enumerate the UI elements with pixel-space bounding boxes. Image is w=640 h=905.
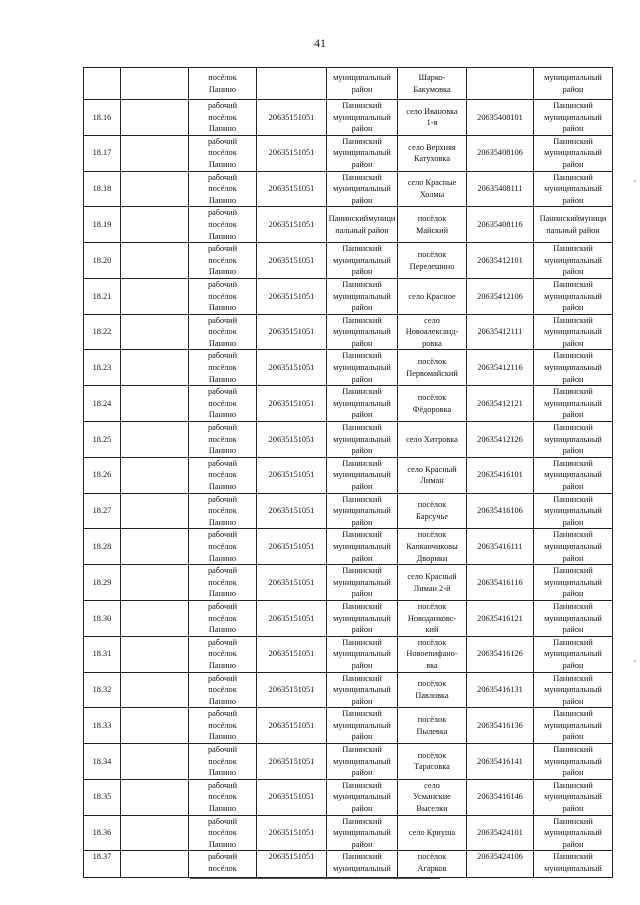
table-row xyxy=(84,135,613,171)
settlement-cell: рабочий посёлок Панино xyxy=(189,278,257,314)
table-row xyxy=(84,350,613,386)
owner-cell: Панинский муниципальный район xyxy=(534,565,613,601)
blank-cell xyxy=(121,350,189,386)
district-cell: Панинский муниципальный район xyxy=(327,386,398,422)
owner-cell: Панинский муниципальный район xyxy=(534,744,613,780)
settlement-cell: рабочий посёлок Панино xyxy=(189,171,257,207)
locality-cell: посёлок Первомайский xyxy=(398,350,467,386)
locality-cell: посёлок Новоепифано- вка xyxy=(398,636,467,672)
settlement-cell: рабочий посёлок Панино xyxy=(189,600,257,636)
owner-cell: Панинский муниципальный район xyxy=(534,314,613,350)
settlement-cell: рабочий посёлок Панино xyxy=(189,386,257,422)
locality-cell: село Новоалександ- ровка xyxy=(398,314,467,350)
table-body xyxy=(84,68,613,878)
settlement-cell: рабочий посёлок Панино xyxy=(189,565,257,601)
table-row xyxy=(84,779,613,815)
locality-code-cell: 20635416101 xyxy=(467,457,534,493)
owner-cell: Панинский муниципальный район xyxy=(534,815,613,851)
district-cell: Панинский муниципальный район xyxy=(327,135,398,171)
locality-cell: село Усманские Выселки xyxy=(398,779,467,815)
district-cell: Панинский муниципальный район xyxy=(327,493,398,529)
scan-speck xyxy=(634,180,636,182)
row-number-cell: 18.22 xyxy=(84,314,121,350)
table-row xyxy=(84,708,613,744)
blank-cell xyxy=(121,386,189,422)
blank-cell xyxy=(121,100,189,136)
settlement-code-cell: 20635151051 xyxy=(257,278,327,314)
owner-cell: Панинскиймуници пальный район xyxy=(534,207,613,243)
owner-cell: Панинский муниципальный район xyxy=(534,243,613,279)
settlement-cell: посёлок Панино xyxy=(189,68,257,100)
district-cell: муниципальный район xyxy=(327,68,398,100)
settlement-cell: рабочий посёлок Панино xyxy=(189,457,257,493)
settlement-code-cell: 20635151051 xyxy=(257,600,327,636)
locality-code-cell: 20635424101 xyxy=(467,815,534,851)
table-row xyxy=(84,457,613,493)
table-row xyxy=(84,672,613,708)
settlement-code-cell: 20635151051 xyxy=(257,207,327,243)
table-row xyxy=(84,314,613,350)
row-number-cell: 18.25 xyxy=(84,422,121,458)
settlement-code-cell: 20635151051 xyxy=(257,672,327,708)
blank-cell xyxy=(121,529,189,565)
settlement-cell: рабочий посёлок Панино xyxy=(189,815,257,851)
district-cell: Панинский муниципальный район xyxy=(327,672,398,708)
page-number: 41 xyxy=(314,36,326,50)
district-cell: Панинский муниципальный район xyxy=(327,422,398,458)
row-number-cell: 18.17 xyxy=(84,135,121,171)
locality-code-cell: 20635416131 xyxy=(467,672,534,708)
locality-code-cell: 20635408106 xyxy=(467,135,534,171)
owner-cell: Панинский муниципальный район xyxy=(534,708,613,744)
settlement-cell: рабочий посёлок Панино xyxy=(189,636,257,672)
settlement-code-cell: 20635151051 xyxy=(257,851,327,878)
footer-rule xyxy=(190,878,440,879)
locality-code-cell: 20635408116 xyxy=(467,207,534,243)
row-number-cell: 18.16 xyxy=(84,100,121,136)
locality-code-cell: 20635412121 xyxy=(467,386,534,422)
locality-cell: село Красные Холмы xyxy=(398,171,467,207)
owner-cell: Панинский муниципальный район xyxy=(534,600,613,636)
locality-cell: посёлок Капканчиковы Дворики xyxy=(398,529,467,565)
settlement-cell: рабочий посёлок Панино xyxy=(189,779,257,815)
settlement-cell: рабочий посёлок Панино xyxy=(189,422,257,458)
blank-cell xyxy=(121,243,189,279)
settlement-cell: рабочий посёлок Панино xyxy=(189,314,257,350)
settlement-code-cell: 20635151051 xyxy=(257,314,327,350)
scan-speck xyxy=(634,660,636,662)
settlement-cell: рабочий посёлок Панино xyxy=(189,672,257,708)
settlement-cell: рабочий посёлок Панино xyxy=(189,135,257,171)
district-cell: Панинский муниципальный район xyxy=(327,243,398,279)
district-cell: Панинский муниципальный район xyxy=(327,100,398,136)
district-cell: Панинский муниципальный xyxy=(327,851,398,878)
owner-cell: Панинский муниципальный район xyxy=(534,278,613,314)
blank-cell xyxy=(121,565,189,601)
row-number-cell: 18.21 xyxy=(84,278,121,314)
table-row xyxy=(84,207,613,243)
locality-code-cell: 20635412101 xyxy=(467,243,534,279)
blank-cell xyxy=(121,851,189,878)
owner-cell: муниципальный район xyxy=(534,68,613,100)
row-number-cell: 18.29 xyxy=(84,565,121,601)
owner-cell: Панинский муниципальный район xyxy=(534,672,613,708)
table-row xyxy=(84,171,613,207)
locality-code-cell: 20635424106 xyxy=(467,851,534,878)
owner-cell: Панинский муниципальный район xyxy=(534,350,613,386)
blank-cell xyxy=(121,278,189,314)
settlement-code-cell: 20635151051 xyxy=(257,171,327,207)
settlement-code-cell: 20635151051 xyxy=(257,135,327,171)
locality-code-cell: 20635408101 xyxy=(467,100,534,136)
district-cell: Панинский муниципальный район xyxy=(327,636,398,672)
row-number-cell xyxy=(84,68,121,100)
owner-cell: Панинский муниципальный xyxy=(534,851,613,878)
row-number-cell: 18.27 xyxy=(84,493,121,529)
settlement-cell: рабочий посёлок Панино xyxy=(189,243,257,279)
owner-cell: Панинский муниципальный район xyxy=(534,529,613,565)
blank-cell xyxy=(121,314,189,350)
blank-cell xyxy=(121,207,189,243)
row-number-cell: 18.31 xyxy=(84,636,121,672)
locality-cell: село Красный Лиман 2-й xyxy=(398,565,467,601)
locality-code-cell: 20635416126 xyxy=(467,636,534,672)
locality-cell: Шарко- Бакумовка xyxy=(398,68,467,100)
blank-cell xyxy=(121,636,189,672)
district-cell: Панинский муниципальный район xyxy=(327,815,398,851)
row-number-cell: 18.18 xyxy=(84,171,121,207)
blank-cell xyxy=(121,457,189,493)
settlement-code-cell xyxy=(257,68,327,100)
table-row xyxy=(84,68,613,100)
table-row xyxy=(84,422,613,458)
owner-cell: Панинский муниципальный район xyxy=(534,386,613,422)
locality-code-cell: 20635416121 xyxy=(467,600,534,636)
locality-cell: посёлок Фёдоровка xyxy=(398,386,467,422)
settlement-code-cell: 20635151051 xyxy=(257,744,327,780)
locality-code-cell: 20635416116 xyxy=(467,565,534,601)
settlement-cell: рабочий посёлок Панино xyxy=(189,350,257,386)
blank-cell xyxy=(121,135,189,171)
row-number-cell: 18.33 xyxy=(84,708,121,744)
table-row xyxy=(84,565,613,601)
settlement-code-cell: 20635151051 xyxy=(257,779,327,815)
row-number-cell: 18.26 xyxy=(84,457,121,493)
row-number-cell: 18.28 xyxy=(84,529,121,565)
locality-code-cell: 20635416111 xyxy=(467,529,534,565)
table-row xyxy=(84,243,613,279)
district-cell: Панинский муниципальный район xyxy=(327,744,398,780)
table-row xyxy=(84,815,613,851)
owner-cell: Панинский муниципальный район xyxy=(534,779,613,815)
blank-cell xyxy=(121,744,189,780)
locality-cell: посёлок Агарков xyxy=(398,851,467,878)
locality-cell: посёлок Пылевка xyxy=(398,708,467,744)
locality-code-cell: 20635416146 xyxy=(467,779,534,815)
settlement-code-cell: 20635151051 xyxy=(257,529,327,565)
district-cell: Панинский муниципальный район xyxy=(327,600,398,636)
settlement-cell: рабочий посёлок xyxy=(189,851,257,878)
owner-cell: Панинский муниципальный район xyxy=(534,493,613,529)
settlement-code-cell: 20635151051 xyxy=(257,350,327,386)
table-row xyxy=(84,600,613,636)
settlement-cell: рабочий посёлок Панино xyxy=(189,100,257,136)
settlement-cell: рабочий посёлок Панино xyxy=(189,744,257,780)
table-row xyxy=(84,278,613,314)
blank-cell xyxy=(121,422,189,458)
locality-code-cell: 20635412126 xyxy=(467,422,534,458)
owner-cell: Панинский муниципальный район xyxy=(534,171,613,207)
table-row xyxy=(84,100,613,136)
district-cell: Панинский муниципальный район xyxy=(327,457,398,493)
settlement-cell: рабочий посёлок Панино xyxy=(189,529,257,565)
table-row xyxy=(84,493,613,529)
settlement-code-cell: 20635151051 xyxy=(257,100,327,136)
district-cell: Панинский муниципальный район xyxy=(327,314,398,350)
settlement-code-cell: 20635151051 xyxy=(257,636,327,672)
locality-cell: село Красный Лиман xyxy=(398,457,467,493)
owner-cell: Панинский муниципальный район xyxy=(534,457,613,493)
locality-cell: посёлок Новоданковс- кий xyxy=(398,600,467,636)
district-cell: Панинский муниципальный район xyxy=(327,171,398,207)
blank-cell xyxy=(121,493,189,529)
locality-code-cell: 20635412106 xyxy=(467,278,534,314)
locality-cell: село Хитровка xyxy=(398,422,467,458)
settlement-code-cell: 20635151051 xyxy=(257,457,327,493)
settlement-table xyxy=(83,67,613,878)
row-number-cell: 18.24 xyxy=(84,386,121,422)
blank-cell xyxy=(121,815,189,851)
district-cell: Панинский муниципальный район xyxy=(327,529,398,565)
locality-code-cell: 20635416106 xyxy=(467,493,534,529)
locality-cell: посёлок Перелешино xyxy=(398,243,467,279)
locality-code-cell: 20635412116 xyxy=(467,350,534,386)
settlement-code-cell: 20635151051 xyxy=(257,386,327,422)
owner-cell: Панинский муниципальный район xyxy=(534,100,613,136)
row-number-cell: 18.37 xyxy=(84,851,121,878)
owner-cell: Панинский муниципальный район xyxy=(534,636,613,672)
blank-cell xyxy=(121,68,189,100)
row-number-cell: 18.35 xyxy=(84,779,121,815)
district-cell: Панинский муниципальный район xyxy=(327,708,398,744)
locality-code-cell: 20635408111 xyxy=(467,171,534,207)
settlement-cell: рабочий посёлок Панино xyxy=(189,207,257,243)
settlement-cell: рабочий посёлок Панино xyxy=(189,708,257,744)
settlement-code-cell: 20635151051 xyxy=(257,243,327,279)
blank-cell xyxy=(121,171,189,207)
settlement-cell: рабочий посёлок Панино xyxy=(189,493,257,529)
locality-cell: посёлок Тарасовка xyxy=(398,744,467,780)
locality-cell: село Криуша xyxy=(398,815,467,851)
district-cell: Панинский муниципальный район xyxy=(327,350,398,386)
locality-code-cell: 20635416136 xyxy=(467,708,534,744)
locality-cell: село Верхняя Катуховка xyxy=(398,135,467,171)
blank-cell xyxy=(121,600,189,636)
district-cell: Панинский муниципальный район xyxy=(327,278,398,314)
settlement-code-cell: 20635151051 xyxy=(257,815,327,851)
district-cell: Панинскиймуници пальный район xyxy=(327,207,398,243)
settlement-code-cell: 20635151051 xyxy=(257,565,327,601)
blank-cell xyxy=(121,672,189,708)
district-cell: Панинский муниципальный район xyxy=(327,565,398,601)
locality-cell: посёлок Майский xyxy=(398,207,467,243)
table-row xyxy=(84,386,613,422)
owner-cell: Панинский муниципальный район xyxy=(534,422,613,458)
settlement-code-cell: 20635151051 xyxy=(257,493,327,529)
locality-code-cell: 20635416141 xyxy=(467,744,534,780)
locality-code-cell xyxy=(467,68,534,100)
owner-cell: Панинский муниципальный район xyxy=(534,135,613,171)
blank-cell xyxy=(121,708,189,744)
blank-cell xyxy=(121,779,189,815)
locality-code-cell: 20635412111 xyxy=(467,314,534,350)
settlement-code-cell: 20635151051 xyxy=(257,422,327,458)
locality-cell: посёлок Павловка xyxy=(398,672,467,708)
locality-cell: село Ивановка 1-я xyxy=(398,100,467,136)
row-number-cell: 18.30 xyxy=(84,600,121,636)
table-row xyxy=(84,529,613,565)
locality-cell: село Красное xyxy=(398,278,467,314)
district-cell: Панинский муниципальный район xyxy=(327,779,398,815)
row-number-cell: 18.23 xyxy=(84,350,121,386)
row-number-cell: 18.32 xyxy=(84,672,121,708)
row-number-cell: 18.36 xyxy=(84,815,121,851)
row-number-cell: 18.34 xyxy=(84,744,121,780)
row-number-cell: 18.20 xyxy=(84,243,121,279)
settlement-code-cell: 20635151051 xyxy=(257,708,327,744)
row-number-cell: 18.19 xyxy=(84,207,121,243)
table-row xyxy=(84,636,613,672)
locality-cell: посёлок Барсучье xyxy=(398,493,467,529)
table-row xyxy=(84,851,613,878)
table-row xyxy=(84,744,613,780)
